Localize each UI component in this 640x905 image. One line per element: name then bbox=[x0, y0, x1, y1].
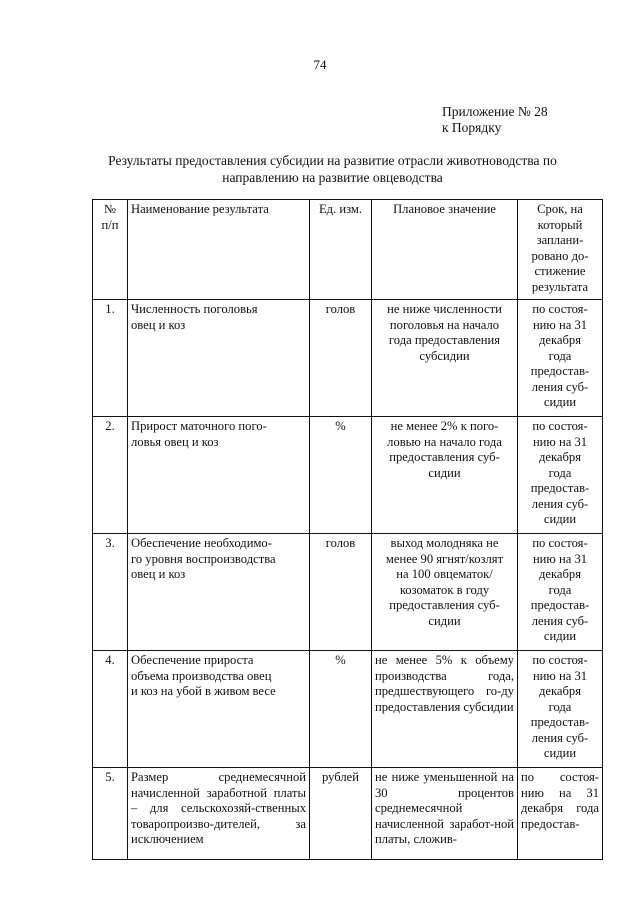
appendix-line-1: Приложение № 28 bbox=[442, 104, 548, 119]
header-number: № п/п bbox=[93, 200, 128, 300]
row-deadline: по состоя- нию на 31 декабря года предостав- ления суб- сидии bbox=[518, 300, 603, 417]
row-deadline: по состоя- нию на 31 декабря года предостав- ления суб- сидии bbox=[518, 417, 603, 534]
row-unit: рублей bbox=[310, 768, 372, 860]
document-title-line-2: направлению на развитие овцеводства bbox=[222, 170, 443, 185]
row-planned-value: не менее 5% к объему производства года, предшествующего го-ду предоставления субсидии bbox=[372, 651, 518, 768]
header-unit: Ед. изм. bbox=[310, 200, 372, 300]
appendix-reference bbox=[442, 104, 548, 136]
row-unit: голов bbox=[310, 534, 372, 651]
appendix-line-2: к Порядку bbox=[442, 120, 502, 135]
row-deadline: по состоя-нию на 31 декабря года предостав- bbox=[518, 768, 603, 860]
row-planned-value: не менее 2% к пого- ловью на начало года предоставления суб- сидии bbox=[372, 417, 518, 534]
document-title-line-1: Результаты предоставления субсидии на развитие отрасли животноводства по bbox=[108, 153, 557, 168]
table-row bbox=[93, 534, 603, 651]
row-deadline: по состоя- нию на 31 декабря года предостав- ления суб- сидии bbox=[518, 651, 603, 768]
row-number: 1. bbox=[93, 300, 128, 417]
table-row bbox=[93, 300, 603, 417]
header-planned-value: Плановое значение bbox=[372, 200, 518, 300]
row-result-name: Обеспечение необходимо- го уровня воспроизводства овец и коз bbox=[128, 534, 310, 651]
row-unit: % bbox=[310, 417, 372, 534]
document-title bbox=[100, 152, 565, 186]
row-unit: % bbox=[310, 651, 372, 768]
row-planned-value: выход молодняка не менее 90 ягнят/козлят на 100 овцематок/ козоматок в году предоставления суб- сидии bbox=[372, 534, 518, 651]
row-number: 2. bbox=[93, 417, 128, 534]
row-number: 4. bbox=[93, 651, 128, 768]
page-number: 74 bbox=[313, 57, 327, 72]
row-number: 3. bbox=[93, 534, 128, 651]
table-header-row bbox=[93, 200, 603, 300]
table-row bbox=[93, 417, 603, 534]
header-result-name: Наименование результата bbox=[128, 200, 310, 300]
row-planned-value: не ниже численности поголовья на начало года предоставления субсидии bbox=[372, 300, 518, 417]
row-result-name: Численность поголовья овец и коз bbox=[128, 300, 310, 417]
header-deadline: Срок, на который заплани- ровано до- стижение результата bbox=[518, 200, 603, 300]
row-planned-value: не ниже уменьшенной на 30 процентов среднемесячной начисленной заработ-ной платы, сложив- bbox=[372, 768, 518, 860]
results-table bbox=[92, 199, 603, 860]
row-unit: голов bbox=[310, 300, 372, 417]
table-row bbox=[93, 768, 603, 860]
row-result-name: Прирост маточного пого- ловья овец и коз bbox=[128, 417, 310, 534]
row-result-name: Обеспечение прироста объема производства овец и коз на убой в живом весе bbox=[128, 651, 310, 768]
row-result-name: Размер среднемесячной начисленной заработной платы – для сельскохозяй-ственных товаропроизво-дителей, за исключением bbox=[128, 768, 310, 860]
row-number: 5. bbox=[93, 768, 128, 860]
row-deadline: по состоя- нию на 31 декабря года предостав- ления суб- сидии bbox=[518, 534, 603, 651]
table-row bbox=[93, 651, 603, 768]
